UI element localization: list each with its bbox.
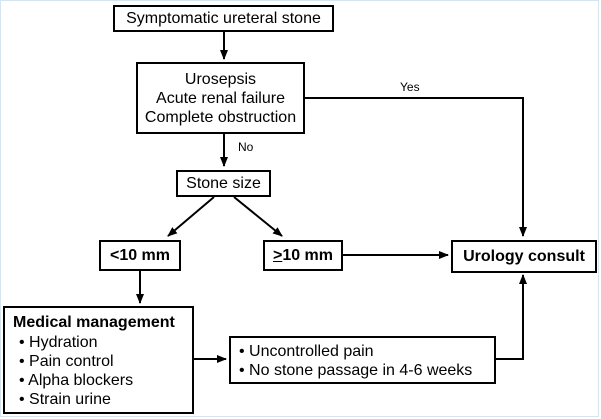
medical-item-pain-control: • Pain control — [19, 353, 114, 370]
medical-title: Medical management — [13, 314, 175, 331]
node-urology-consult — [451, 240, 597, 273]
node-stone-size — [176, 170, 271, 197]
node-lt10-label: <10 mm — [109, 247, 171, 264]
node-symptomatic-label: Symptomatic ureteral stone — [126, 10, 321, 27]
ge10-symbol: > — [272, 247, 283, 264]
edge-criteria-to-urology — [304, 98, 523, 236]
node-stone-size-label: Stone size — [186, 175, 261, 192]
criteria-complete-obstruction: Complete obstruction — [144, 108, 297, 126]
medical-item-alpha-blockers: • Alpha blockers — [19, 372, 134, 389]
edge-label-no: No — [238, 140, 254, 154]
node-urgent-criteria — [136, 62, 305, 134]
failure-item-uncontrolled-pain: • Uncontrolled pain — [239, 343, 374, 360]
node-treatment-failure — [229, 336, 496, 384]
node-symptomatic-ureteral-stone — [113, 5, 334, 32]
edge-stone-size-to-lt10 — [168, 197, 214, 236]
node-less-than-10mm — [99, 240, 181, 271]
node-medical-management — [3, 306, 194, 414]
criteria-acute-renal-failure: Acute renal failure — [156, 89, 285, 107]
criteria-urosepsis: Urosepsis — [184, 70, 257, 88]
node-urology-label: Urology consult — [463, 248, 585, 265]
failure-item-no-stone-passage: • No stone passage in 4-6 weeks — [239, 362, 473, 379]
ge10-label: 10 mm — [282, 247, 334, 264]
edge-stone-size-to-ge10 — [234, 197, 282, 236]
medical-item-hydration: • Hydration — [19, 334, 98, 351]
edge-failure-to-urology — [496, 275, 523, 359]
medical-item-strain-urine: • Strain urine — [19, 391, 111, 408]
edge-label-yes: Yes — [400, 80, 420, 94]
node-10mm-or-more — [263, 240, 343, 271]
